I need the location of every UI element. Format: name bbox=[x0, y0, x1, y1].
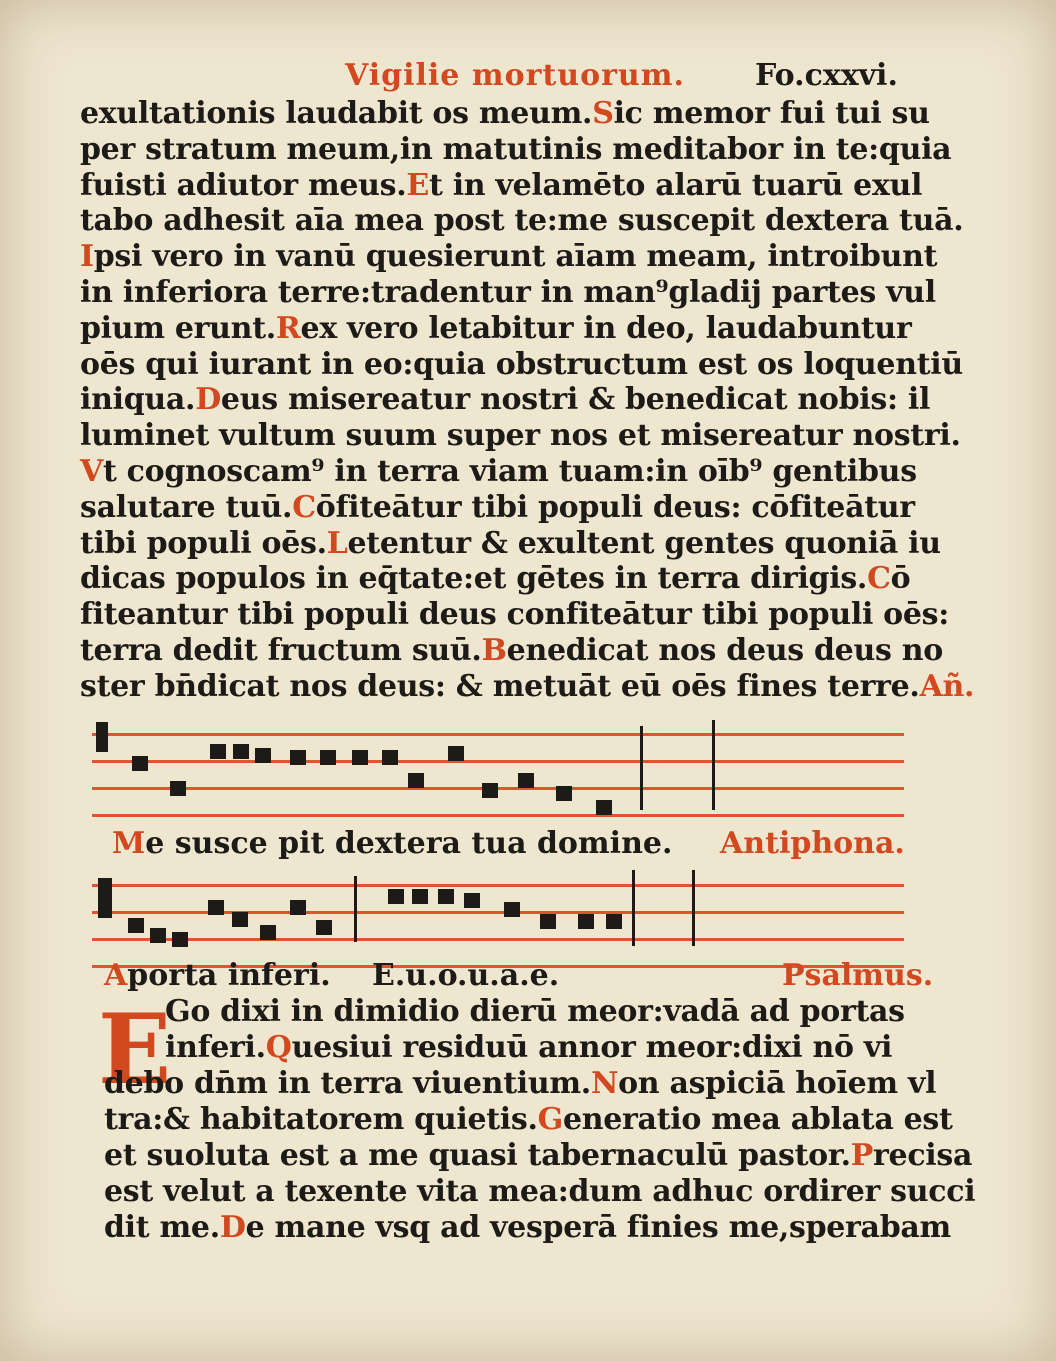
note bbox=[578, 914, 594, 929]
text-segment: ō bbox=[890, 561, 911, 597]
text-line bbox=[80, 418, 961, 454]
text-segment: est velut a texente vita mea:dum adhuc ordirer succi bbox=[104, 1174, 976, 1209]
rubricated-initial: B bbox=[481, 633, 507, 668]
text-segment: ex vero letabitur in deo, laudabuntur bbox=[300, 310, 912, 346]
note bbox=[408, 773, 424, 788]
text-line bbox=[104, 1210, 951, 1246]
text-line bbox=[165, 1030, 910, 1066]
psalm-tone: E.u.o.u.a.e. bbox=[372, 958, 560, 993]
music-2-lyric bbox=[104, 958, 331, 994]
text-line bbox=[80, 167, 923, 204]
text-line bbox=[80, 489, 915, 526]
rubricated-initial: R bbox=[275, 310, 301, 346]
rubricated-initial: C bbox=[292, 489, 316, 525]
note bbox=[606, 914, 622, 929]
staff-line bbox=[92, 760, 904, 763]
staff-line bbox=[92, 938, 904, 941]
music-1-lyric bbox=[112, 826, 672, 862]
text-segment: fuisti adiutor meus. bbox=[80, 167, 407, 203]
text-segment: exultationis laudabit os meum. bbox=[80, 96, 593, 131]
rubricated-initial: I bbox=[80, 239, 94, 275]
rubricated-initial: N bbox=[590, 1066, 619, 1101]
bar-line bbox=[640, 726, 643, 810]
staff-line bbox=[92, 787, 904, 790]
text-line bbox=[80, 597, 950, 633]
note bbox=[132, 756, 148, 771]
staff-line bbox=[92, 884, 904, 887]
note bbox=[290, 900, 306, 915]
note bbox=[388, 889, 404, 904]
note bbox=[438, 889, 454, 904]
running-title: Vigilie mortuorum. bbox=[345, 58, 685, 93]
text-line bbox=[80, 346, 963, 383]
rubricated-initial: P bbox=[850, 1138, 874, 1173]
rubricated-initial: D bbox=[195, 382, 221, 418]
text-segment: debo dn̄m in terra viuentium. bbox=[104, 1066, 591, 1101]
bar-line bbox=[712, 720, 715, 810]
rubricated-initial: A bbox=[104, 958, 128, 993]
text-line bbox=[104, 1138, 973, 1174]
f-clef-icon bbox=[98, 878, 112, 918]
rubricated-initial: C bbox=[867, 561, 891, 597]
text-line bbox=[80, 311, 910, 347]
text-segment: eneratio mea ablata est bbox=[562, 1102, 953, 1137]
text-line bbox=[165, 994, 910, 1030]
rubricated-initial: M bbox=[112, 826, 146, 861]
text-segment: tibi populi oēs. bbox=[80, 525, 327, 561]
note bbox=[150, 928, 166, 943]
text-line bbox=[80, 203, 964, 239]
text-segment: on aspiciā hoīem vl bbox=[618, 1066, 937, 1101]
note bbox=[518, 773, 534, 788]
text-segment: Go dixi in dimidio dierū meor:vadā ad portas bbox=[165, 994, 905, 1029]
text-segment: e susce pit dextera tua domine. bbox=[145, 826, 673, 861]
text-line bbox=[80, 275, 936, 311]
text-segment: tabo adhesit aīa mea post te:me suscepit dextera tuā. bbox=[80, 203, 964, 239]
text-line bbox=[80, 96, 930, 132]
rubricated-initial: L bbox=[326, 525, 348, 561]
text-segment: per stratum meum,in matutinis meditabor in te:quia bbox=[80, 131, 952, 167]
rubricated-initial: G bbox=[537, 1102, 563, 1137]
note bbox=[556, 786, 572, 801]
text-segment: t cognoscam⁹ in terra viam tuam:in oīb⁹ gentibus bbox=[102, 454, 917, 489]
rubricated-initial: E bbox=[406, 167, 429, 203]
text-segment: et suoluta est a me quasi tabernaculū pastor. bbox=[104, 1138, 851, 1173]
text-line bbox=[80, 382, 931, 418]
text-segment: luminet vultum suum super nos et misereatur nostri. bbox=[80, 418, 961, 454]
note bbox=[255, 748, 271, 763]
rubricated-initial: Añ. bbox=[919, 668, 975, 704]
text-segment: oēs qui iurant in eo:quia obstructum est os loquentiū bbox=[80, 346, 963, 382]
note bbox=[504, 902, 520, 917]
bar-line bbox=[632, 870, 635, 946]
text-segment: dit me. bbox=[104, 1210, 220, 1245]
text-segment: dicas populos in eq̄tate:et gētes in terra dirigis. bbox=[80, 561, 868, 597]
note bbox=[464, 893, 480, 908]
text-line bbox=[80, 454, 917, 490]
text-line bbox=[80, 525, 941, 562]
text-line bbox=[80, 668, 975, 705]
text-line bbox=[80, 633, 943, 669]
staff-line bbox=[92, 733, 904, 736]
text-line bbox=[104, 1102, 953, 1138]
text-segment: ōfiteātur tibi populi deus: cōfiteātur bbox=[315, 489, 915, 525]
note bbox=[128, 918, 144, 933]
text-line bbox=[104, 1066, 937, 1102]
text-segment: recisa bbox=[873, 1138, 973, 1173]
text-segment: psi vero in vanū quesierunt aīam meam, introibunt bbox=[93, 239, 938, 275]
text-segment: etentur & exultent gentes quoniā iu bbox=[347, 525, 941, 561]
note bbox=[208, 900, 224, 915]
rubricated-initial: Q bbox=[265, 1030, 292, 1065]
note bbox=[540, 914, 556, 929]
note bbox=[482, 783, 498, 798]
text-segment: fiteantur tibi populi deus confiteātur tibi populi oēs: bbox=[80, 597, 950, 633]
text-segment: enedicat nos deus deus no bbox=[506, 633, 943, 668]
note bbox=[316, 920, 332, 935]
text-segment: porta inferi. bbox=[127, 958, 331, 993]
rubricated-initial: V bbox=[80, 454, 103, 489]
text-segment: ic memor fui tui su bbox=[613, 96, 930, 131]
note bbox=[233, 744, 249, 759]
text-segment: eus misereatur nostri & benedicat nobis: il bbox=[220, 382, 931, 418]
rubric-psalmus: Psalmus. bbox=[782, 958, 934, 993]
text-segment: terra dedit fructum suū. bbox=[80, 633, 482, 668]
note bbox=[596, 800, 612, 815]
text-segment: pium erunt. bbox=[80, 310, 276, 346]
note bbox=[260, 925, 276, 940]
text-segment: in inferiora terre:tradentur in man⁹gladij partes vul bbox=[80, 275, 936, 310]
rubricated-initial: S bbox=[592, 96, 614, 131]
staff-line bbox=[92, 814, 904, 817]
drop-initial: E bbox=[98, 993, 172, 1106]
note bbox=[320, 750, 336, 765]
c-clef-icon bbox=[96, 722, 108, 752]
note bbox=[232, 912, 248, 927]
note bbox=[210, 744, 226, 759]
note bbox=[172, 932, 188, 947]
bar-line bbox=[692, 870, 695, 946]
text-segment: iniqua. bbox=[80, 382, 196, 418]
text-segment: ster bn̄dicat nos deus: & metuāt eū oēs fines terre. bbox=[80, 668, 920, 704]
text-segment: tra:& habitatorem quietis. bbox=[104, 1102, 538, 1137]
note bbox=[448, 746, 464, 761]
rubricated-initial: D bbox=[219, 1210, 246, 1245]
text-segment: inferi. bbox=[165, 1030, 266, 1065]
bar-line bbox=[354, 876, 357, 942]
text-line bbox=[80, 131, 952, 168]
text-segment: e mane vsq ad vesperā finies me,sperabam bbox=[245, 1210, 951, 1245]
note bbox=[412, 889, 428, 904]
text-segment: t in velamēto alarū tuarū exul bbox=[429, 167, 923, 203]
text-segment: uesiui residuū annor meor:dixi nō vi bbox=[291, 1030, 893, 1065]
folio-number: Fo.cxxvi. bbox=[755, 58, 898, 93]
text-line bbox=[80, 561, 910, 597]
note bbox=[352, 750, 368, 765]
text-line bbox=[104, 1174, 976, 1210]
note bbox=[170, 781, 186, 796]
note bbox=[382, 750, 398, 765]
text-line bbox=[80, 239, 938, 275]
note bbox=[290, 750, 306, 765]
rubric-antiphona: Antiphona. bbox=[720, 826, 905, 861]
text-segment: salutare tuū. bbox=[80, 489, 293, 525]
